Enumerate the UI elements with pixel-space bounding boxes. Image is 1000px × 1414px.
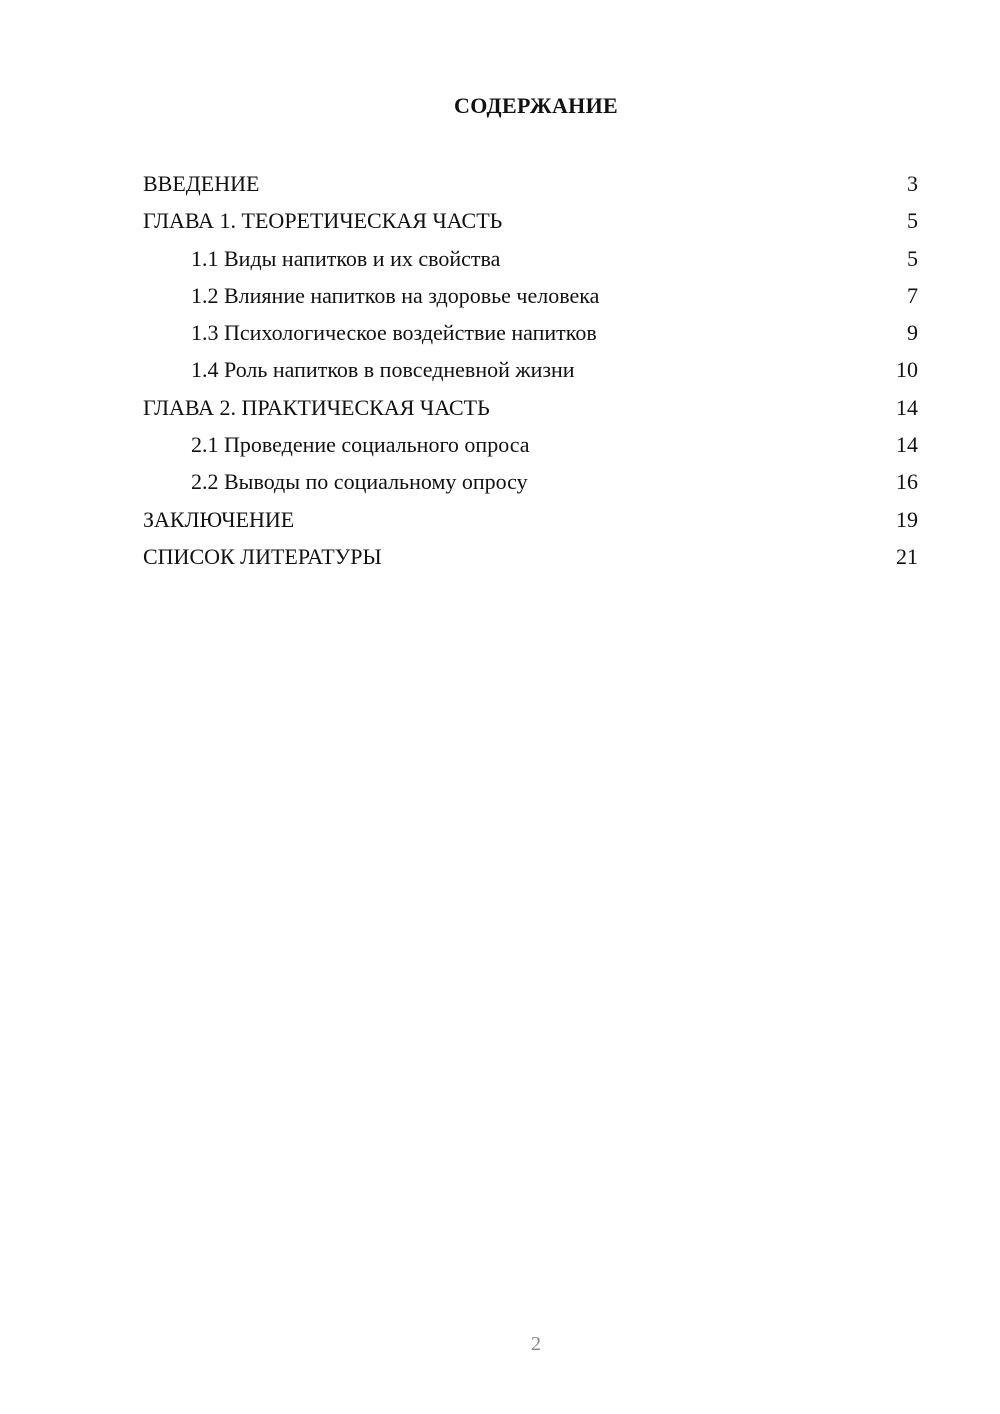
toc-entry-page: 5 — [907, 245, 918, 271]
toc-entry-chapter-2 — [143, 389, 918, 426]
toc-entry-conclusion — [143, 501, 918, 538]
toc-entry-chapter-1 — [143, 202, 918, 239]
toc-entry-label: 1.3 Психологическое воздействие напитков — [191, 320, 597, 346]
toc-entry-section-1-4 — [143, 351, 918, 388]
toc-entry-page: 10 — [896, 357, 918, 383]
toc-entry-page: 14 — [896, 432, 918, 458]
toc-entry-bibliography — [143, 538, 918, 575]
toc-entry-introduction — [143, 165, 918, 202]
toc-entry-page: 21 — [896, 543, 918, 569]
toc-entry-label: 2.1 Проведение социального опроса — [191, 432, 530, 458]
toc-entry-label: 1.4 Роль напитков в повседневной жизни — [191, 357, 575, 383]
toc-entry-label: 1.2 Влияние напитков на здоровье человека — [191, 282, 600, 308]
toc-entry-section-2-1 — [143, 426, 918, 463]
toc-entry-label: ЗАКЛЮЧЕНИЕ — [143, 506, 295, 532]
toc-entry-page: 16 — [896, 469, 918, 495]
toc-entry-page: 7 — [907, 282, 918, 308]
toc-entry-label: 1.1 Виды напитков и их свойства — [191, 245, 501, 271]
toc-entry-label: СПИСОК ЛИТЕРАТУРЫ — [143, 543, 382, 569]
toc-entry-page: 3 — [907, 171, 918, 196]
toc-entry-label: 2.2 Выводы по социальному опросу — [191, 469, 528, 495]
page-title: СОДЕРЖАНИЕ — [454, 93, 618, 118]
page-number: 2 — [531, 1333, 541, 1355]
toc-entry-page: 5 — [907, 208, 918, 234]
table-of-contents — [143, 165, 918, 575]
toc-entry-label: ГЛАВА 1. ТЕОРЕТИЧЕСКАЯ ЧАСТЬ — [143, 208, 503, 234]
toc-entry-section-1-3 — [143, 314, 918, 351]
toc-entry-label: ГЛАВА 2. ПРАКТИЧЕСКАЯ ЧАСТЬ — [143, 394, 490, 420]
toc-entry-section-1-2 — [143, 277, 918, 314]
toc-entry-section-1-1 — [143, 240, 918, 277]
toc-entry-page: 14 — [896, 394, 918, 420]
toc-entry-section-2-2 — [143, 463, 918, 500]
toc-entry-page: 9 — [907, 320, 918, 346]
toc-entry-page: 19 — [896, 506, 918, 532]
toc-entry-label: ВВЕДЕНИЕ — [143, 171, 260, 196]
